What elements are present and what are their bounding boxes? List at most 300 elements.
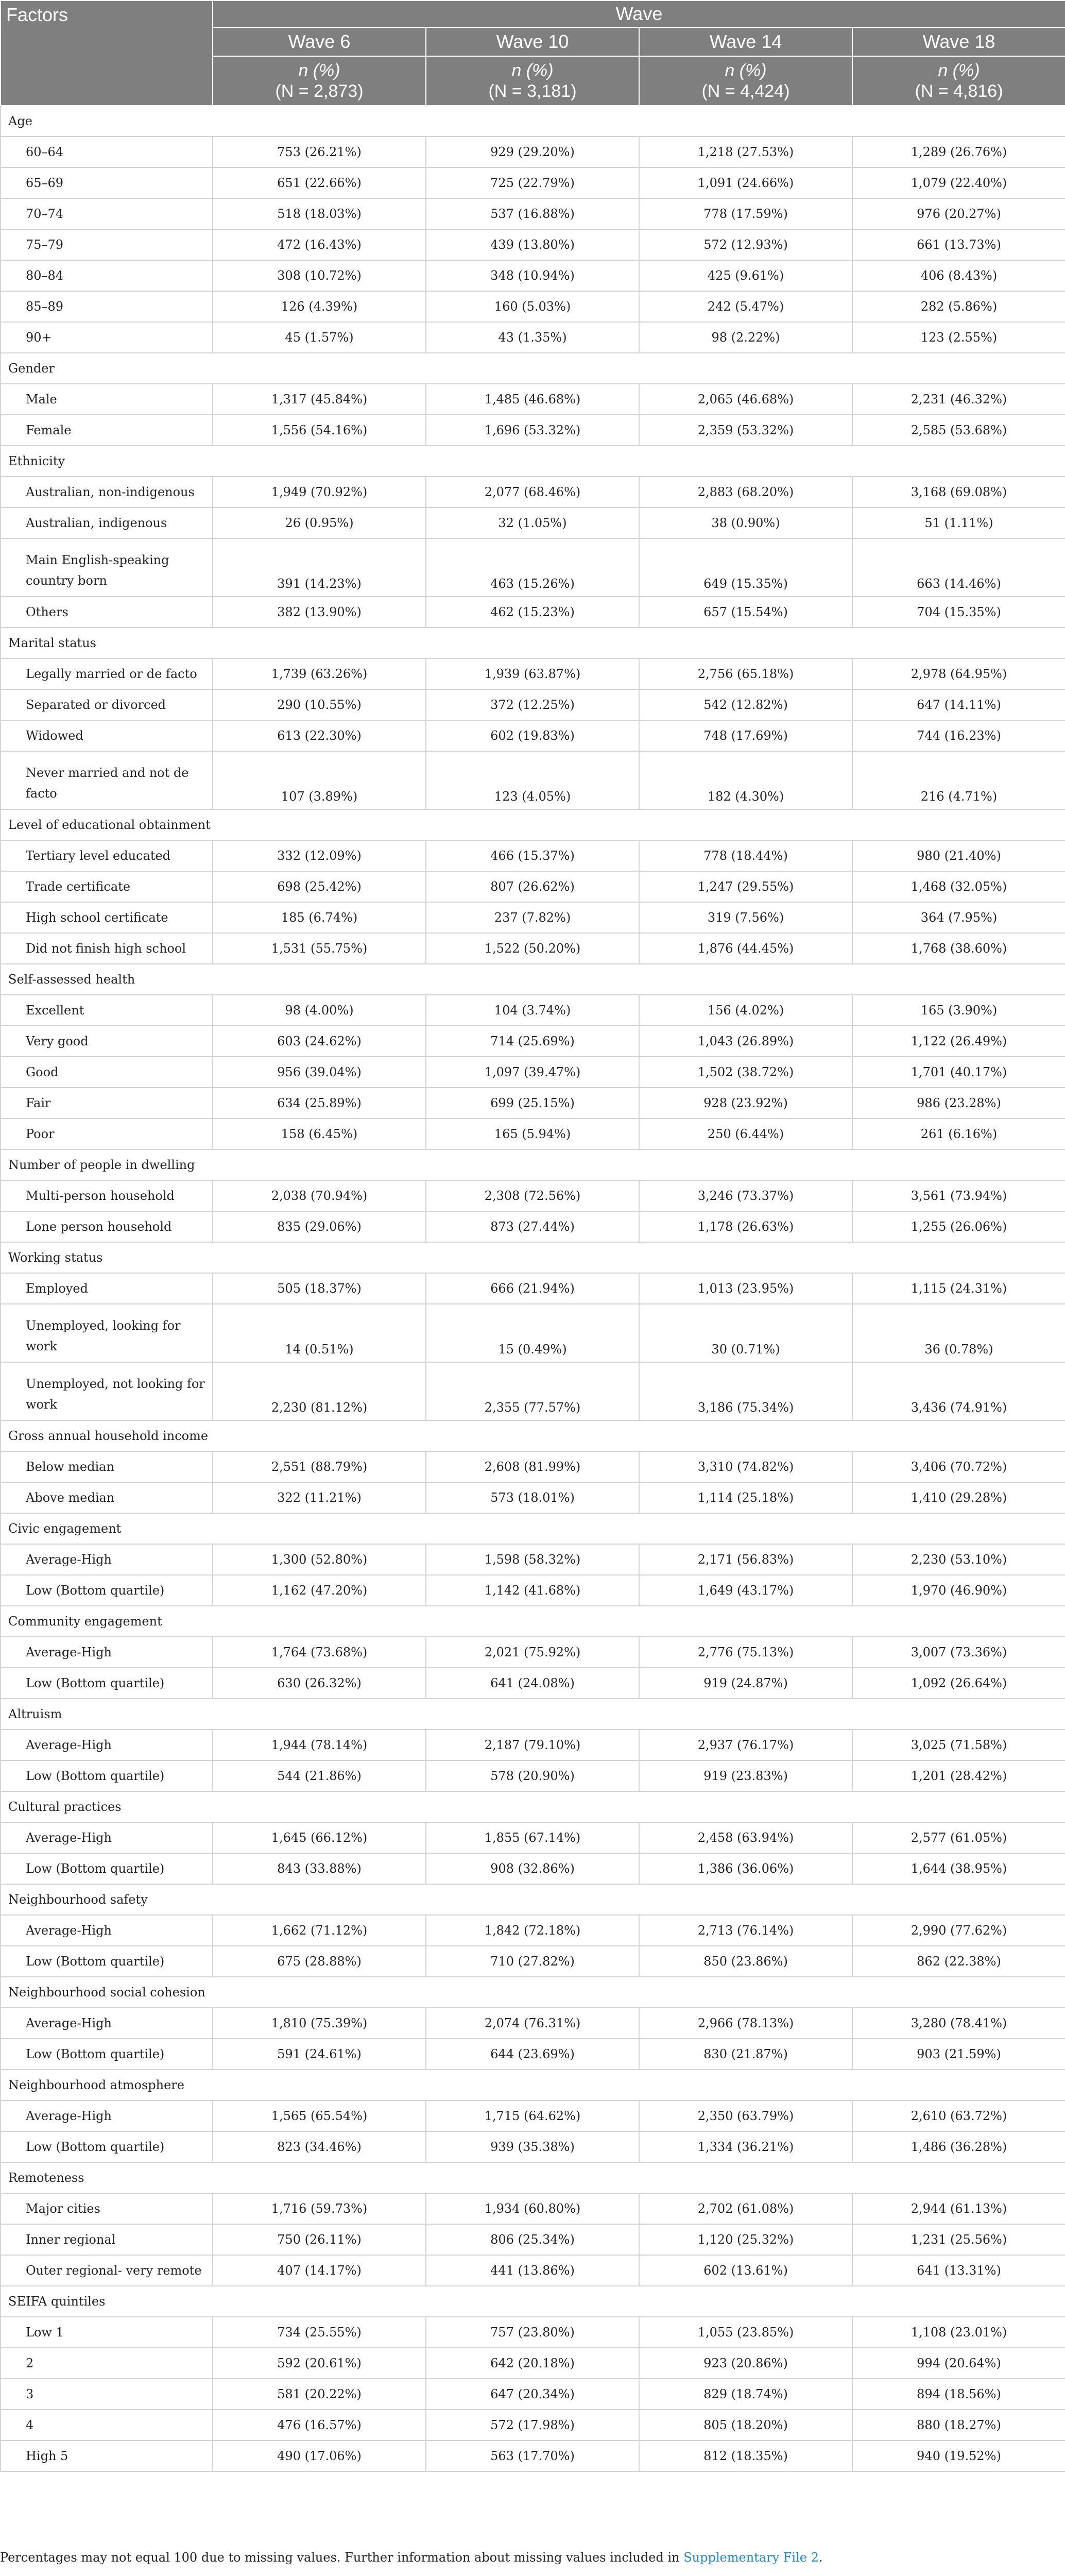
- row-label: Average-High: [1, 2100, 213, 2131]
- value-cell: 805 (18.20%): [639, 2410, 852, 2441]
- value-cell: 744 (16.23%): [852, 720, 1065, 751]
- value-cell: 1,696 (53.32%): [426, 415, 639, 446]
- value-cell: 290 (10.55%): [213, 689, 426, 720]
- sample-size: (N = 3,181): [488, 81, 577, 101]
- group-title: Ethnicity: [1, 446, 1065, 477]
- value-cell: 322 (11.21%): [213, 1482, 426, 1513]
- table-row: [1, 1915, 1065, 1946]
- supplementary-file-link[interactable]: Supplementary File 2: [683, 2550, 819, 2565]
- value-cell: 107 (3.89%): [213, 751, 426, 809]
- value-cell: 823 (34.46%): [213, 2131, 426, 2162]
- value-cell: 2,171 (56.83%): [639, 1544, 852, 1575]
- value-cell: 843 (33.88%): [213, 1853, 426, 1884]
- table-row: [1, 1760, 1065, 1791]
- value-cell: 1,218 (27.53%): [639, 137, 852, 167]
- value-cell: 1,317 (45.84%): [213, 384, 426, 415]
- value-cell: 1,162 (47.20%): [213, 1575, 426, 1606]
- value-cell: 1,715 (64.62%): [426, 2100, 639, 2131]
- group-title: Neighbourhood safety: [1, 1884, 1065, 1915]
- table-row: [1, 1304, 1065, 1362]
- table-row: [1, 1853, 1065, 1884]
- table-row: [1, 322, 1065, 353]
- value-cell: 104 (3.74%): [426, 995, 639, 1026]
- row-label: Average-High: [1, 1730, 213, 1760]
- value-cell: 1,939 (63.87%): [426, 658, 639, 689]
- value-cell: 1,645 (66.12%): [213, 1822, 426, 1853]
- value-cell: 757 (23.80%): [426, 2317, 639, 2348]
- row-label: 65–69: [1, 167, 213, 198]
- value-cell: 986 (23.28%): [852, 1088, 1065, 1118]
- value-cell: 382 (13.90%): [213, 597, 426, 628]
- value-cell: 30 (0.71%): [639, 1304, 852, 1362]
- table-body: [1, 106, 1065, 2471]
- table-row: [1, 2441, 1065, 2471]
- table-footnote: [0, 2550, 823, 2565]
- value-cell: 518 (18.03%): [213, 198, 426, 229]
- value-cell: 613 (22.30%): [213, 720, 426, 751]
- value-cell: 1,598 (58.32%): [426, 1544, 639, 1575]
- value-cell: 2,350 (63.79%): [639, 2100, 852, 2131]
- group-title: Remoteness: [1, 2162, 1065, 2193]
- value-cell: 903 (21.59%): [852, 2039, 1065, 2070]
- group-header-row: [1, 446, 1065, 477]
- group-header-row: [1, 106, 1065, 137]
- value-cell: 1,934 (60.80%): [426, 2193, 639, 2224]
- value-cell: 1,091 (24.66%): [639, 167, 852, 198]
- value-cell: 1,662 (71.12%): [213, 1915, 426, 1946]
- value-cell: 3,246 (73.37%): [639, 1180, 852, 1211]
- group-header-row: [1, 1884, 1065, 1915]
- header-n-wave-14: [639, 56, 852, 106]
- value-cell: 3,436 (74.91%): [852, 1362, 1065, 1420]
- value-cell: 490 (17.06%): [213, 2441, 426, 2471]
- value-cell: 1,043 (26.89%): [639, 1026, 852, 1057]
- value-cell: 2,585 (53.68%): [852, 415, 1065, 446]
- row-label: Trade certificate: [1, 871, 213, 902]
- value-cell: 581 (20.22%): [213, 2379, 426, 2410]
- group-title: Community engagement: [1, 1606, 1065, 1637]
- table-row: [1, 2008, 1065, 2039]
- value-cell: 156 (4.02%): [639, 995, 852, 1026]
- value-cell: 38 (0.90%): [639, 507, 852, 538]
- value-cell: 216 (4.71%): [852, 751, 1065, 809]
- header-wave-6: Wave 6: [213, 27, 426, 56]
- table-row: [1, 1822, 1065, 1853]
- value-cell: 185 (6.74%): [213, 902, 426, 933]
- table-row: [1, 198, 1065, 229]
- value-cell: 919 (24.87%): [639, 1668, 852, 1699]
- value-cell: 835 (29.06%): [213, 1211, 426, 1242]
- row-label: 80–84: [1, 260, 213, 291]
- value-cell: 3,168 (69.08%): [852, 477, 1065, 507]
- row-label: High 5: [1, 2441, 213, 2471]
- value-cell: 1,247 (29.55%): [639, 871, 852, 902]
- group-header-row: [1, 1513, 1065, 1544]
- value-cell: 908 (32.86%): [426, 1853, 639, 1884]
- value-cell: 15 (0.49%): [426, 1304, 639, 1362]
- n-label: n (%): [938, 61, 980, 80]
- table-row: [1, 840, 1065, 871]
- row-label: Main English-speaking country born: [1, 538, 213, 597]
- value-cell: 663 (14.46%): [852, 538, 1065, 597]
- group-title: Civic engagement: [1, 1513, 1065, 1544]
- table-row: [1, 507, 1065, 538]
- value-cell: 714 (25.69%): [426, 1026, 639, 1057]
- value-cell: 2,577 (61.05%): [852, 1822, 1065, 1853]
- group-title: Marital status: [1, 628, 1065, 658]
- value-cell: 644 (23.69%): [426, 2039, 639, 2070]
- value-cell: 2,230 (81.12%): [213, 1362, 426, 1420]
- value-cell: 572 (17.98%): [426, 2410, 639, 2441]
- group-title: Number of people in dwelling: [1, 1149, 1065, 1180]
- group-header-row: [1, 1420, 1065, 1451]
- value-cell: 364 (7.95%): [852, 902, 1065, 933]
- row-label: Employed: [1, 1273, 213, 1304]
- table-row: [1, 1180, 1065, 1211]
- value-cell: 1,810 (75.39%): [213, 2008, 426, 2039]
- value-cell: 372 (12.25%): [426, 689, 639, 720]
- table-row: [1, 1637, 1065, 1668]
- value-cell: 462 (15.23%): [426, 597, 639, 628]
- row-label: Outer regional- very remote: [1, 2255, 213, 2286]
- header-n-wave-6: [213, 56, 426, 106]
- value-cell: 261 (6.16%): [852, 1118, 1065, 1149]
- value-cell: 748 (17.69%): [639, 720, 852, 751]
- value-cell: 158 (6.45%): [213, 1118, 426, 1149]
- value-cell: 812 (18.35%): [639, 2441, 852, 2471]
- value-cell: 647 (20.34%): [426, 2379, 639, 2410]
- value-cell: 928 (23.92%): [639, 1088, 852, 1118]
- value-cell: 2,883 (68.20%): [639, 477, 852, 507]
- sample-size: (N = 4,424): [701, 81, 790, 101]
- value-cell: 939 (35.38%): [426, 2131, 639, 2162]
- value-cell: 3,406 (70.72%): [852, 1451, 1065, 1482]
- value-cell: 602 (13.61%): [639, 2255, 852, 2286]
- value-cell: 282 (5.86%): [852, 291, 1065, 322]
- value-cell: 441 (13.86%): [426, 2255, 639, 2286]
- header-factors: Factors: [1, 1, 213, 106]
- value-cell: 2,038 (70.94%): [213, 1180, 426, 1211]
- group-title: Neighbourhood social cohesion: [1, 1977, 1065, 2008]
- table-header: [1, 1, 1065, 106]
- value-cell: 1,944 (78.14%): [213, 1730, 426, 1760]
- value-cell: 573 (18.01%): [426, 1482, 639, 1513]
- value-cell: 2,966 (78.13%): [639, 2008, 852, 2039]
- value-cell: 544 (21.86%): [213, 1760, 426, 1791]
- value-cell: 1,949 (70.92%): [213, 477, 426, 507]
- row-label: Fair: [1, 1088, 213, 1118]
- value-cell: 1,108 (23.01%): [852, 2317, 1065, 2348]
- table-row: [1, 933, 1065, 964]
- value-cell: 1,649 (43.17%): [639, 1575, 852, 1606]
- table-row: [1, 720, 1065, 751]
- row-label: Others: [1, 597, 213, 628]
- value-cell: 603 (24.62%): [213, 1026, 426, 1057]
- row-label: Low (Bottom quartile): [1, 1668, 213, 1699]
- value-cell: 2,355 (77.57%): [426, 1362, 639, 1420]
- row-label: High school certificate: [1, 902, 213, 933]
- value-cell: 750 (26.11%): [213, 2224, 426, 2255]
- value-cell: 542 (12.82%): [639, 689, 852, 720]
- value-cell: 2,021 (75.92%): [426, 1637, 639, 1668]
- table-row: [1, 1273, 1065, 1304]
- value-cell: 1,289 (26.76%): [852, 137, 1065, 167]
- value-cell: 647 (14.11%): [852, 689, 1065, 720]
- row-label: Female: [1, 415, 213, 446]
- row-label: Major cities: [1, 2193, 213, 2224]
- row-label: 3: [1, 2379, 213, 2410]
- header-wave-14: Wave 14: [639, 27, 852, 56]
- header-n-wave-10: [426, 56, 639, 106]
- table-row: [1, 1026, 1065, 1057]
- row-label: Unemployed, not looking for work: [1, 1362, 213, 1420]
- row-label: Average-High: [1, 1637, 213, 1668]
- row-label: Above median: [1, 1482, 213, 1513]
- value-cell: 1,701 (40.17%): [852, 1057, 1065, 1088]
- value-cell: 26 (0.95%): [213, 507, 426, 538]
- row-label: Low (Bottom quartile): [1, 1946, 213, 1977]
- value-cell: 123 (2.55%): [852, 322, 1065, 353]
- value-cell: 602 (19.83%): [426, 720, 639, 751]
- table-row: [1, 229, 1065, 260]
- group-header-row: [1, 1977, 1065, 2008]
- value-cell: 51 (1.11%): [852, 507, 1065, 538]
- row-label: Excellent: [1, 995, 213, 1026]
- group-header-row: [1, 2286, 1065, 2317]
- value-cell: 537 (16.88%): [426, 198, 639, 229]
- value-cell: 830 (21.87%): [639, 2039, 852, 2070]
- value-cell: 940 (19.52%): [852, 2441, 1065, 2471]
- value-cell: 666 (21.94%): [426, 1273, 639, 1304]
- value-cell: 753 (26.21%): [213, 137, 426, 167]
- value-cell: 704 (15.35%): [852, 597, 1065, 628]
- row-label: 60–64: [1, 137, 213, 167]
- row-label: Did not finish high school: [1, 933, 213, 964]
- value-cell: 1,079 (22.40%): [852, 167, 1065, 198]
- value-cell: 43 (1.35%): [426, 322, 639, 353]
- row-label: 4: [1, 2410, 213, 2441]
- table-row: [1, 2348, 1065, 2379]
- table-row: [1, 1211, 1065, 1242]
- row-label: Average-High: [1, 1544, 213, 1575]
- value-cell: 592 (20.61%): [213, 2348, 426, 2379]
- value-cell: 3,561 (73.94%): [852, 1180, 1065, 1211]
- value-cell: 1,502 (38.72%): [639, 1057, 852, 1088]
- value-cell: 578 (20.90%): [426, 1760, 639, 1791]
- value-cell: 391 (14.23%): [213, 538, 426, 597]
- value-cell: 563 (17.70%): [426, 2441, 639, 2471]
- value-cell: 2,359 (53.32%): [639, 415, 852, 446]
- value-cell: 657 (15.54%): [639, 597, 852, 628]
- row-label: Poor: [1, 1118, 213, 1149]
- group-title: Gross annual household income: [1, 1420, 1065, 1451]
- row-label: 2: [1, 2348, 213, 2379]
- table-row: [1, 538, 1065, 597]
- value-cell: 1,485 (46.68%): [426, 384, 639, 415]
- value-cell: 675 (28.88%): [213, 1946, 426, 1977]
- row-label: Separated or divorced: [1, 689, 213, 720]
- value-cell: 237 (7.82%): [426, 902, 639, 933]
- value-cell: 3,186 (75.34%): [639, 1362, 852, 1420]
- value-cell: 1,114 (25.18%): [639, 1482, 852, 1513]
- table-row: [1, 137, 1065, 167]
- row-label: Average-High: [1, 2008, 213, 2039]
- value-cell: 698 (25.42%): [213, 871, 426, 902]
- value-cell: 1,115 (24.31%): [852, 1273, 1065, 1304]
- value-cell: 1,739 (63.26%): [213, 658, 426, 689]
- table-row: [1, 1575, 1065, 1606]
- group-header-row: [1, 353, 1065, 384]
- group-title: Altruism: [1, 1699, 1065, 1730]
- value-cell: 572 (12.93%): [639, 229, 852, 260]
- value-cell: 2,551 (88.79%): [213, 1451, 426, 1482]
- value-cell: 634 (25.89%): [213, 1088, 426, 1118]
- value-cell: 1,055 (23.85%): [639, 2317, 852, 2348]
- value-cell: 1,855 (67.14%): [426, 1822, 639, 1853]
- value-cell: 1,565 (65.54%): [213, 2100, 426, 2131]
- value-cell: 873 (27.44%): [426, 1211, 639, 1242]
- table-row: [1, 597, 1065, 628]
- value-cell: 2,702 (61.08%): [639, 2193, 852, 2224]
- group-title: Gender: [1, 353, 1065, 384]
- table-row: [1, 1451, 1065, 1482]
- value-cell: 98 (2.22%): [639, 322, 852, 353]
- value-cell: 1,334 (36.21%): [639, 2131, 852, 2162]
- value-cell: 1,255 (26.06%): [852, 1211, 1065, 1242]
- table-row: [1, 1118, 1065, 1149]
- value-cell: 1,178 (26.63%): [639, 1211, 852, 1242]
- value-cell: 2,231 (46.32%): [852, 384, 1065, 415]
- table-row: [1, 2255, 1065, 2286]
- value-cell: 98 (4.00%): [213, 995, 426, 1026]
- group-header-row: [1, 2162, 1065, 2193]
- value-cell: 126 (4.39%): [213, 291, 426, 322]
- value-cell: 1,300 (52.80%): [213, 1544, 426, 1575]
- group-header-row: [1, 1149, 1065, 1180]
- header-wave: Wave: [213, 1, 1065, 27]
- row-label: Average-High: [1, 1915, 213, 1946]
- table-row: [1, 2379, 1065, 2410]
- value-cell: 699 (25.15%): [426, 1088, 639, 1118]
- value-cell: 407 (14.17%): [213, 2255, 426, 2286]
- value-cell: 165 (5.94%): [426, 1118, 639, 1149]
- row-label: Unemployed, looking for work: [1, 1304, 213, 1362]
- value-cell: 123 (4.05%): [426, 751, 639, 809]
- value-cell: 308 (10.72%): [213, 260, 426, 291]
- n-label: n (%): [298, 61, 340, 80]
- value-cell: 165 (3.90%): [852, 995, 1065, 1026]
- value-cell: 319 (7.56%): [639, 902, 852, 933]
- value-cell: 1,092 (26.64%): [852, 1668, 1065, 1699]
- row-label: 85–89: [1, 291, 213, 322]
- n-label: n (%): [511, 61, 554, 80]
- sample-size: (N = 2,873): [275, 81, 364, 101]
- row-label: Multi-person household: [1, 1180, 213, 1211]
- value-cell: 710 (27.82%): [426, 1946, 639, 1977]
- value-cell: 862 (22.38%): [852, 1946, 1065, 1977]
- table-row: [1, 1088, 1065, 1118]
- value-cell: 1,468 (32.05%): [852, 871, 1065, 902]
- value-cell: 630 (26.32%): [213, 1668, 426, 1699]
- value-cell: 332 (12.09%): [213, 840, 426, 871]
- value-cell: 641 (13.31%): [852, 2255, 1065, 2286]
- group-title: Level of educational obtainment: [1, 809, 1065, 840]
- value-cell: 1,122 (26.49%): [852, 1026, 1065, 1057]
- value-cell: 472 (16.43%): [213, 229, 426, 260]
- group-header-row: [1, 628, 1065, 658]
- value-cell: 2,230 (53.10%): [852, 1544, 1065, 1575]
- table-row: [1, 2317, 1065, 2348]
- row-label: 90+: [1, 322, 213, 353]
- n-label: n (%): [725, 61, 767, 80]
- value-cell: 1,120 (25.32%): [639, 2224, 852, 2255]
- value-cell: 2,077 (68.46%): [426, 477, 639, 507]
- value-cell: 778 (17.59%): [639, 198, 852, 229]
- table-row: [1, 2100, 1065, 2131]
- value-cell: 1,556 (54.16%): [213, 415, 426, 446]
- value-cell: 2,608 (81.99%): [426, 1451, 639, 1482]
- value-cell: 2,074 (76.31%): [426, 2008, 639, 2039]
- value-cell: 976 (20.27%): [852, 198, 1065, 229]
- group-title: Cultural practices: [1, 1791, 1065, 1822]
- value-cell: 2,776 (75.13%): [639, 1637, 852, 1668]
- table-row: [1, 260, 1065, 291]
- value-cell: 1,768 (38.60%): [852, 933, 1065, 964]
- row-label: Inner regional: [1, 2224, 213, 2255]
- value-cell: 734 (25.55%): [213, 2317, 426, 2348]
- value-cell: 1,876 (44.45%): [639, 933, 852, 964]
- value-cell: 1,716 (59.73%): [213, 2193, 426, 2224]
- value-cell: 242 (5.47%): [639, 291, 852, 322]
- row-label: Below median: [1, 1451, 213, 1482]
- table-row: [1, 1668, 1065, 1699]
- table-row: [1, 1730, 1065, 1760]
- value-cell: 919 (23.83%): [639, 1760, 852, 1791]
- table-row: [1, 902, 1065, 933]
- table-row: [1, 1946, 1065, 1977]
- group-title: Age: [1, 106, 1065, 137]
- table-row: [1, 1544, 1065, 1575]
- table-row: [1, 291, 1065, 322]
- value-cell: 850 (23.86%): [639, 1946, 852, 1977]
- value-cell: 1,201 (28.42%): [852, 1760, 1065, 1791]
- value-cell: 2,978 (64.95%): [852, 658, 1065, 689]
- row-label: Low (Bottom quartile): [1, 1760, 213, 1791]
- table-row: [1, 477, 1065, 507]
- value-cell: 1,386 (36.06%): [639, 1853, 852, 1884]
- value-cell: 2,458 (63.94%): [639, 1822, 852, 1853]
- value-cell: 661 (13.73%): [852, 229, 1065, 260]
- value-cell: 2,187 (79.10%): [426, 1730, 639, 1760]
- value-cell: 956 (39.04%): [213, 1057, 426, 1088]
- table-row: [1, 689, 1065, 720]
- value-cell: 642 (20.18%): [426, 2348, 639, 2379]
- table-row: [1, 751, 1065, 809]
- row-label: Never married and not de facto: [1, 751, 213, 809]
- group-header-row: [1, 2070, 1065, 2100]
- value-cell: 994 (20.64%): [852, 2348, 1065, 2379]
- value-cell: 32 (1.05%): [426, 507, 639, 538]
- row-label: 75–79: [1, 229, 213, 260]
- value-cell: 425 (9.61%): [639, 260, 852, 291]
- value-cell: 591 (24.61%): [213, 2039, 426, 2070]
- value-cell: 3,310 (74.82%): [639, 1451, 852, 1482]
- value-cell: 2,065 (46.68%): [639, 384, 852, 415]
- value-cell: 3,025 (71.58%): [852, 1730, 1065, 1760]
- group-header-row: [1, 809, 1065, 840]
- header-wave-10: Wave 10: [426, 27, 639, 56]
- value-cell: 1,486 (36.28%): [852, 2131, 1065, 2162]
